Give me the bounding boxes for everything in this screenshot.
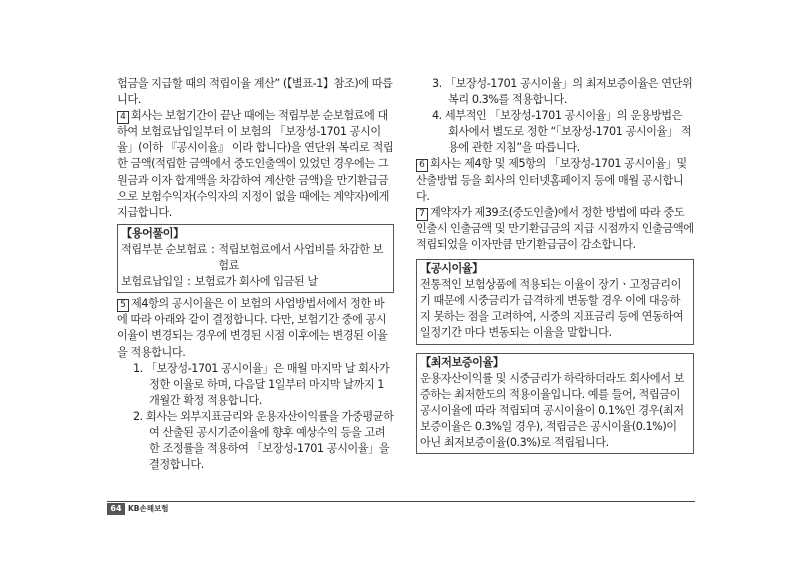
term-colon: : [187,275,191,289]
page-number: 64 [107,503,125,515]
terms-box [117,224,394,293]
paragraph-number: 5 [117,299,129,312]
term-row [121,274,390,290]
min-guarantee-box [416,353,694,455]
list-item [416,76,694,108]
list-item [117,409,394,473]
term-name: 적립부분 순보험료 [121,242,207,256]
term-row [121,242,390,274]
list-text: 「보장성-1701 공시이율」은 매월 마지막 날 회사가 정한 이율로 하며, 다음달 1일부터 마지막 날까지 1개월간 확정 적용합니다. [145,361,390,407]
list-number: 4. [432,109,442,123]
paragraph-text: 회사는 제4항 및 제5항의 「보장성-1701 공시이율」및 산출방법 등을 회사의 인터넷홈페이지 등에 매월 공시합니다. [416,157,687,203]
list-number: 1. [133,361,143,375]
right-column [416,76,694,457]
left-column [117,76,394,473]
list-item [117,361,394,409]
term-name: 보험료납입일 [121,275,184,289]
list-number: 2. [133,409,143,423]
paragraph-7 [416,205,694,253]
paragraph-text: 회사는 보험기간이 끝난 때에는 적립부분 순보험료에 대하여 보험료납입일부터 이 보험의 「보장성-1701 공시이율」(이하 『공시이율』 이라 합니다)을 연단위 복리로 적립한 금액(적립한 금액에서 중도인출액이 있었던 경우에는 그 원금과 이자 합계액을 차감하여 계산한 금액)을 만기환급금으로 보험수익자(수익자의 지정이 없을 때에는 계약자)에게 지급합니다. [117,109,394,219]
min-guarantee-box-text: 운용자산이익률 및 시중금리가 하락하더라도 회사에서 보증하는 최저한도의 적용이율입니다. 예를 들어, 적립금이 공시이율에 따라 적립되며 공시이율이 0.1%인 경우(최저보증이율은 0.3%일 경우), 적립금은 공시이율(0.1%)이 아닌 최저보증이율(0.3%)로 적립됩니다. [420,371,685,449]
paragraph-4 [117,108,394,221]
list-text: 회사는 외부지표금리와 운용자산이익률을 가중평균하여 산출된 공시기준이율에 향후 예상수익 등을 고려한 조정률을 적용하여 「보장성-1701 공시이율」을 결정합니다. [145,409,394,472]
paragraph-number: 6 [416,159,428,172]
term-desc: 적립보험료에서 사업비를 차감한 보험료 [218,242,383,273]
list-number: 3. [432,77,442,90]
paragraph-6 [416,156,694,204]
paragraph-number: 4 [117,111,129,124]
term-colon: : [210,242,215,256]
paragraph-number: 7 [416,208,428,221]
terms-box-title: 【용어풀이】 [121,226,184,240]
list-item [416,108,694,156]
paragraph-text: 제4항의 공시이율은 이 보험의 사업방법서에서 정한 바에 따라 아래와 같이 결정합니다. 다만, 보험기간 중에 공시이율이 변경되는 경우에 변경된 시점 이후에는 변경된 이율을 적용합니다. [117,297,388,359]
paragraph-5 [117,296,394,360]
min-guarantee-box-title: 【최저보증이율】 [420,355,504,369]
public-rate-box [416,259,694,344]
list-text: 세부적인 「보장성-1701 공시이율」의 운용방법은 회사에서 별도로 정한 “「보장성-1701 공시이율」 적용에 관한 지침”을 따릅니다. [444,109,692,155]
term-desc: 보험료가 회사에 입금된 날 [194,275,318,289]
public-rate-box-text: 전통적인 보험상품에 적용되는 이율이 장기ㆍ고정금리이기 때문에 시중금리가 급격하게 변동할 경우 이에 대응하지 못하는 점을 고려하여, 시중의 지표금리 등에 연동하여 일정기간 마다 변동되는 이율을 말합니다. [420,278,684,340]
paragraph-continuation: 험금을 지급할 때의 적립이율 계산” (【별표-1】참조)에 따릅니다. [117,77,393,107]
paragraph-text: 계약자가 제39조(중도인출)에서 정한 방법에 따라 중도인출시 인출금액 및 만기환급금의 지급 시점까지 인출금액에 적립되었을 이자만큼 만기환급금이 감소합니다. [416,205,694,251]
footer-rule [107,501,695,502]
footer-brand: KB손해보험 [128,504,169,513]
list-text: 「보장성-1701 공시이율」의 최저보증이율은 연단위 복리 0.3%를 적용합니다. [444,77,693,107]
public-rate-box-title: 【공시이율】 [420,262,483,276]
